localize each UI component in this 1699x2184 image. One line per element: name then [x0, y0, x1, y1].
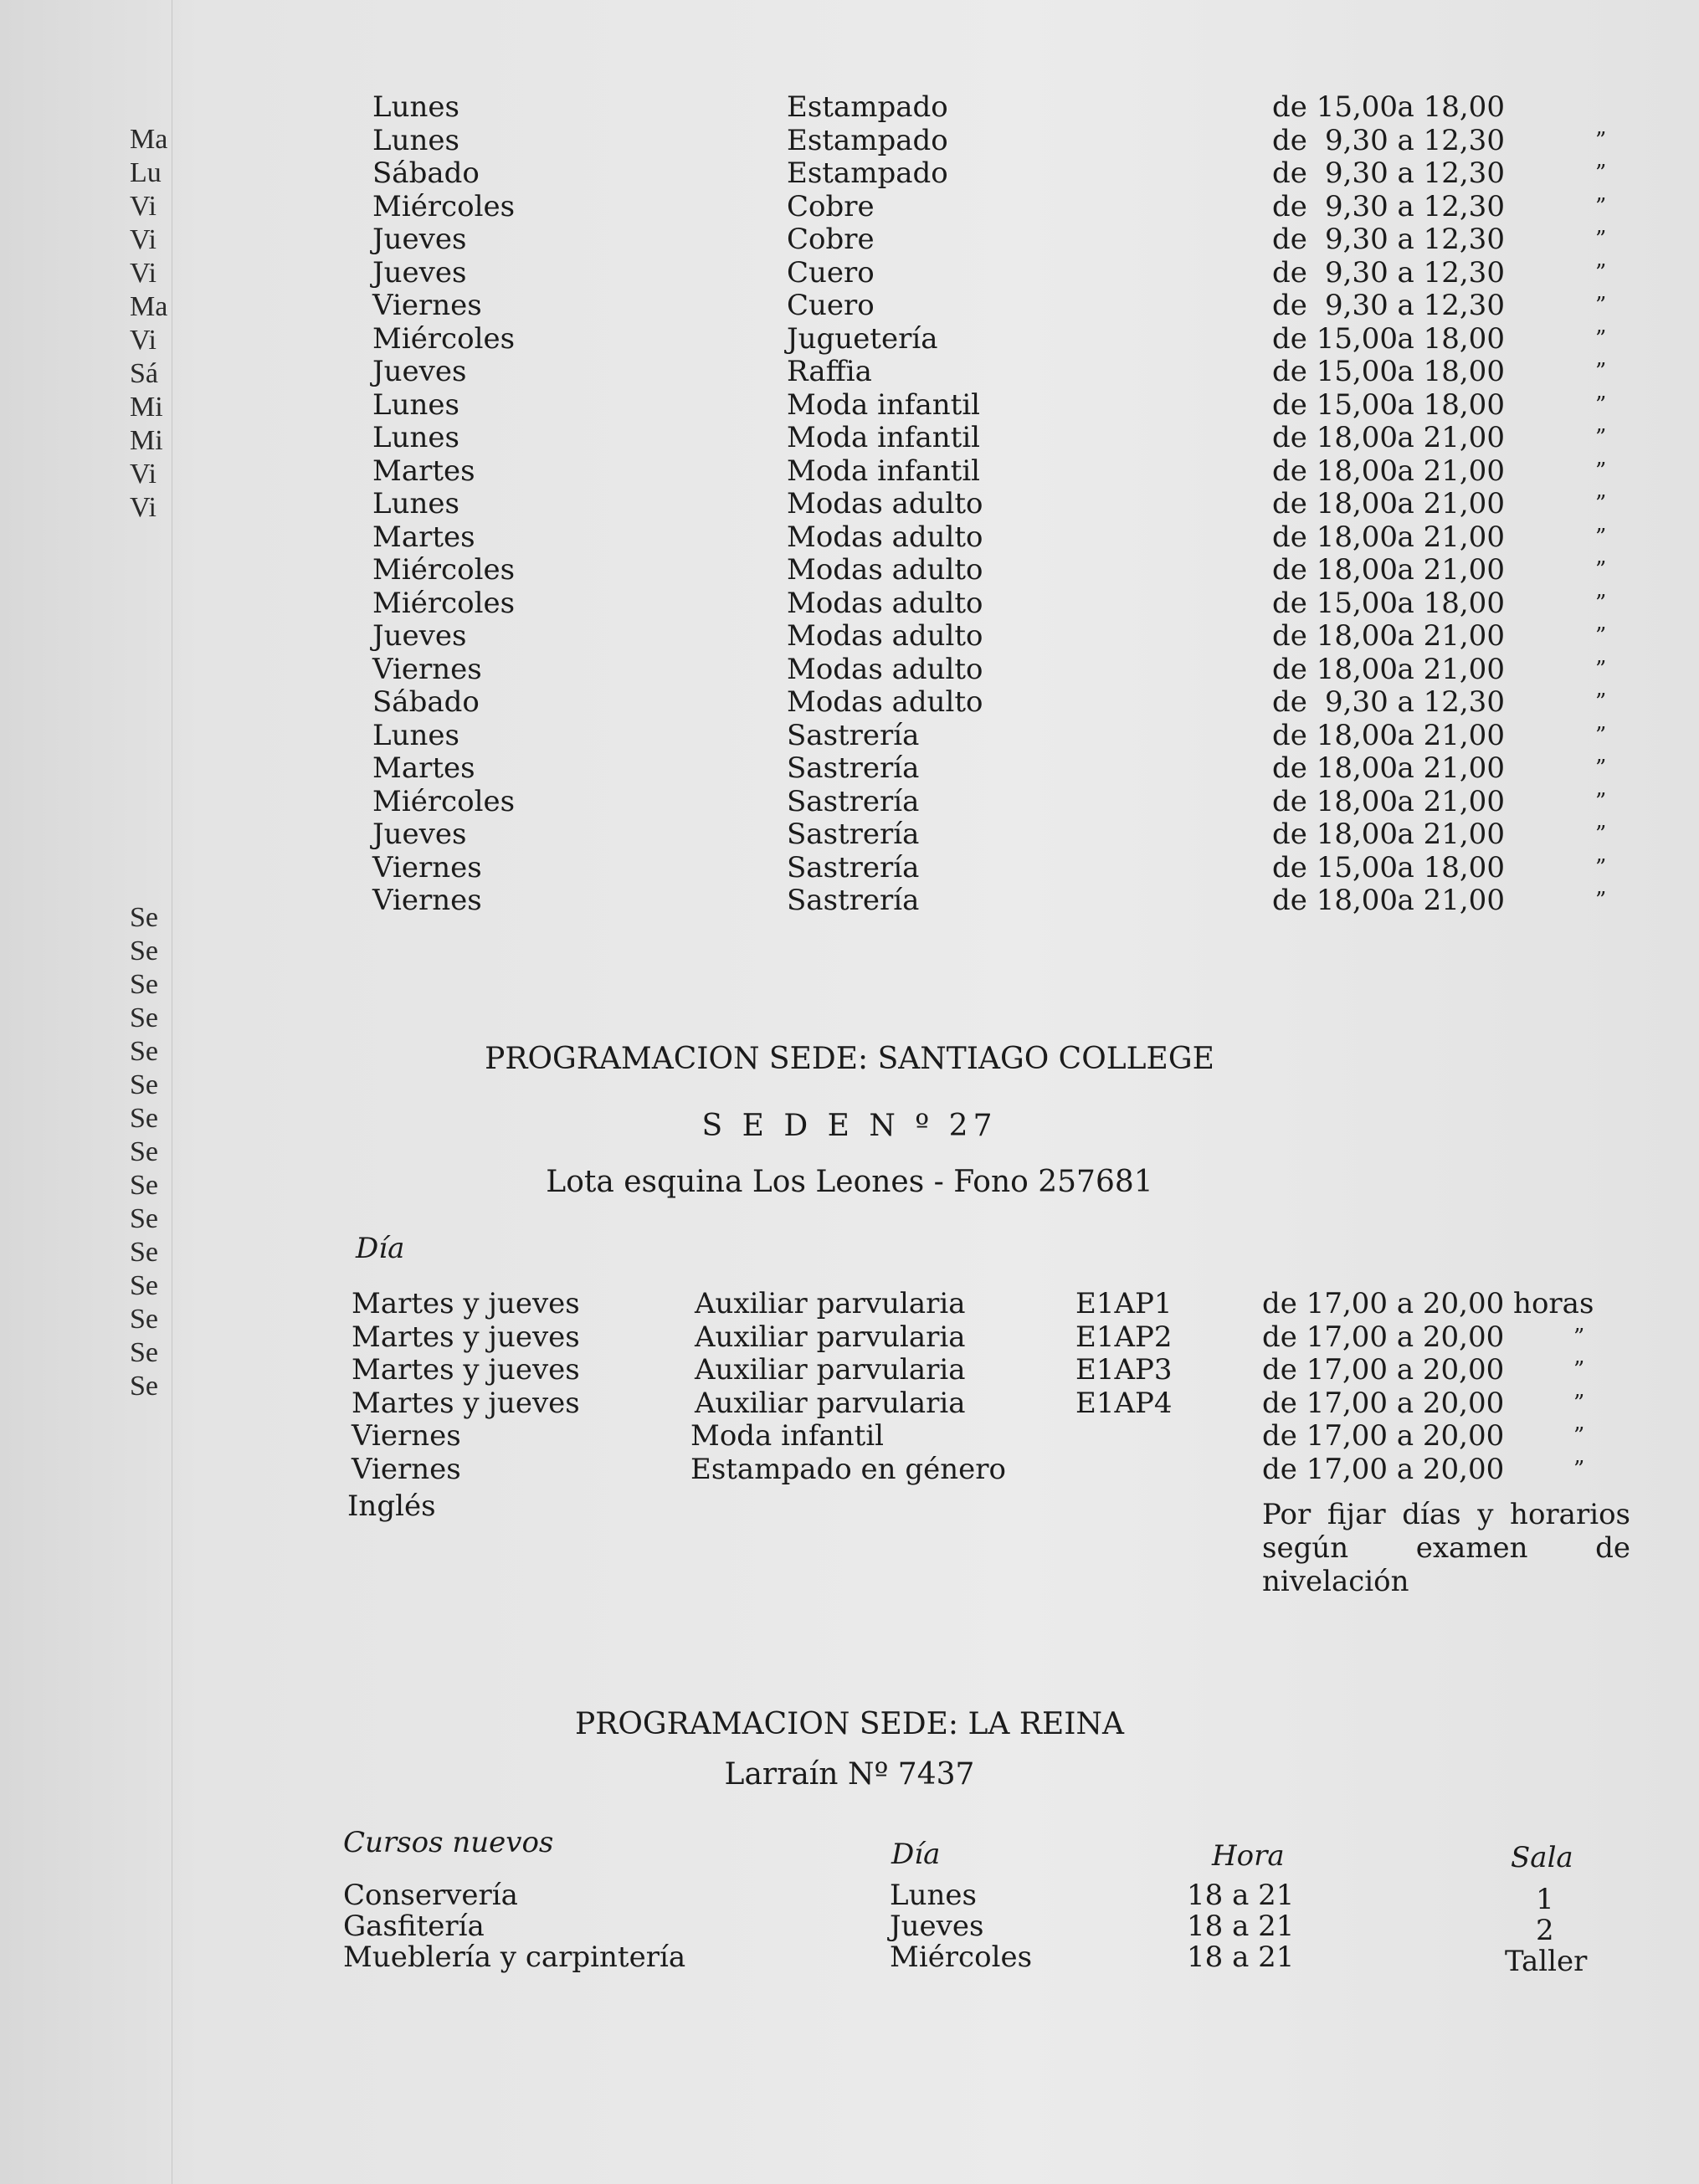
schedule-time: de 9,30 a 12,30	[1272, 685, 1505, 719]
reina-day: Lunes	[890, 1879, 977, 1912]
ditto-mark: ”	[1595, 756, 1607, 781]
margin-fragment: Se	[130, 1304, 158, 1335]
reina-header-sala: Sala	[1511, 1841, 1573, 1874]
margin-fragment: Se	[130, 902, 158, 933]
schedule-day: Jueves	[372, 818, 467, 851]
schedule-course: Moda infantil	[787, 454, 981, 488]
schedule-row	[0, 751, 1699, 785]
schedule-course: Cobre	[787, 223, 875, 256]
margin-fragment: Ma	[130, 291, 168, 322]
schedule-time: de 9,30 a 12,30	[1272, 223, 1505, 256]
reina-course: Mueblería y carpintería	[343, 1940, 686, 1974]
santiago-course: Auxiliar parvularia	[695, 1386, 966, 1420]
reina-course: Gasfitería	[343, 1910, 485, 1943]
schedule-day: Miércoles	[372, 586, 516, 620]
schedule-day: Viernes	[372, 289, 482, 322]
margin-fragment: Se	[130, 936, 158, 966]
schedule-time: de 9,30 a 12,30	[1272, 123, 1505, 157]
ditto-mark: ”	[1595, 161, 1607, 186]
schedule-course: Cobre	[787, 189, 875, 223]
schedule-time: de 18,00 a 21,00	[1272, 652, 1505, 686]
santiago-day: Martes y jueves	[352, 1386, 580, 1420]
ditto-mark: ”	[1595, 788, 1607, 814]
schedule-course: Cuero	[787, 255, 875, 290]
reina-time: 18 a 21	[1187, 1910, 1295, 1943]
schedule-time: de 15,00 a 18,00	[1272, 387, 1505, 422]
reina-course: Conservería	[343, 1879, 518, 1912]
ditto-mark: ”	[1595, 425, 1607, 450]
margin-fragment: Se	[130, 1371, 158, 1402]
schedule-course: Modas adulto	[787, 619, 983, 653]
margin-fragment: Se	[130, 969, 158, 1000]
reina-time: 18 a 21	[1187, 1879, 1295, 1912]
schedule-time: de 9,30 a 12,30	[1272, 156, 1505, 190]
reina-header-hora: Hora	[1212, 1839, 1285, 1873]
schedule-time: de 15,00 a 18,00	[1272, 850, 1505, 884]
santiago-day: Martes y jueves	[352, 1320, 580, 1354]
schedule-time: de 18,00 a 21,00	[1272, 487, 1505, 520]
ditto-mark: ”	[1595, 259, 1607, 285]
schedule-time: de 18,00 a 21,00	[1272, 454, 1505, 488]
schedule-day: Viernes	[372, 850, 482, 884]
schedule-day: Martes	[372, 520, 475, 554]
schedule-course: Sastrería	[787, 884, 920, 917]
ditto-mark: ”	[1573, 1423, 1585, 1448]
ditto-mark: ”	[1595, 557, 1607, 582]
schedule-day: Miércoles	[372, 189, 516, 223]
schedule-time: de 9,30 a 12,30	[1272, 289, 1505, 322]
margin-fragment: Vi	[130, 459, 157, 490]
reina-header-cursos: Cursos nuevos	[343, 1826, 554, 1859]
schedule-row	[0, 685, 1699, 719]
schedule-row	[0, 454, 1699, 488]
schedule-time: de 18,00 a 21,00	[1272, 520, 1505, 554]
schedule-course: Moda infantil	[787, 387, 981, 422]
margin-fragment: Se	[130, 1136, 158, 1167]
margin-fragment: Vi	[130, 191, 157, 222]
reina-room: Taller	[1505, 1945, 1588, 1978]
schedule-day: Jueves	[372, 223, 467, 256]
schedule-course: Estampado	[787, 156, 948, 190]
schedule-row	[0, 322, 1699, 356]
santiago-time: de 17,00 a 20,00	[1262, 1320, 1505, 1354]
reina-room: 1	[1536, 1883, 1554, 1916]
schedule-row	[0, 884, 1699, 917]
schedule-day: Lunes	[372, 90, 459, 124]
schedule-row	[0, 520, 1699, 554]
schedule-day: Sábado	[372, 156, 480, 190]
schedule-row	[0, 388, 1699, 422]
schedule-time: de 15,00 a 18,00	[1272, 321, 1505, 356]
schedule-row	[0, 619, 1699, 653]
ditto-mark: ”	[1595, 491, 1607, 516]
margin-fragment: Mi	[130, 425, 163, 456]
santiago-time: de 17,00 a 20,00	[1262, 1452, 1505, 1486]
schedule-time: de 18,00 a 21,00	[1272, 884, 1505, 917]
schedule-course: Sastrería	[787, 818, 920, 851]
margin-fragment: Vi	[130, 258, 157, 289]
ditto-mark: ”	[1573, 1357, 1585, 1382]
reina-time: 18 a 21	[1187, 1940, 1295, 1974]
santiago-day: Martes y jueves	[352, 1287, 580, 1320]
margin-fragment: Vi	[130, 492, 157, 523]
schedule-course: Estampado	[787, 123, 948, 157]
santiago-title: PROGRAMACION SEDE: SANTIAGO COLLEGE	[485, 1042, 1214, 1076]
schedule-day: Martes	[372, 751, 475, 785]
reina-day: Miércoles	[890, 1940, 1033, 1974]
margin-fragment: Lu	[130, 157, 162, 188]
margin-fragment: Se	[130, 1069, 158, 1100]
schedule-course: Raffia	[787, 355, 872, 388]
schedule-time: de 18,00 a 21,00	[1272, 718, 1505, 752]
schedule-row	[0, 90, 1699, 124]
schedule-course: Moda infantil	[787, 421, 981, 454]
ditto-mark: ”	[1595, 293, 1607, 318]
margin-fragment: Se	[130, 1036, 158, 1067]
schedule-course: Modas adulto	[787, 553, 983, 587]
ditto-mark: ”	[1595, 326, 1607, 351]
ditto-mark: ”	[1595, 623, 1607, 649]
schedule-time: de 18,00 a 21,00	[1272, 553, 1505, 587]
santiago-ingles-note: Por fijar días y horarios según examen de nivelación	[1262, 1498, 1630, 1598]
santiago-day: Martes y jueves	[352, 1353, 580, 1387]
schedule-day: Martes	[372, 454, 475, 488]
schedule-time: de 15,00 a 18,00	[1272, 586, 1505, 620]
margin-fragment: Se	[130, 1170, 158, 1201]
schedule-time: de 15,00 a 18,00	[1272, 90, 1505, 124]
ditto-mark: ”	[1595, 359, 1607, 384]
santiago-course: Auxiliar parvularia	[695, 1320, 966, 1354]
ditto-mark: ”	[1595, 690, 1607, 715]
schedule-row	[0, 421, 1699, 454]
santiago-sede-number: S E D E N º 27	[701, 1109, 998, 1143]
margin-fragment: Se	[130, 1337, 158, 1368]
schedule-day: Jueves	[372, 619, 467, 653]
reina-header-dia: Día	[891, 1838, 941, 1871]
ditto-mark: ”	[1573, 1390, 1585, 1416]
santiago-course: Moda infantil	[690, 1419, 885, 1453]
margin-fragment: Se	[130, 1103, 158, 1134]
schedule-row	[0, 785, 1699, 818]
schedule-day: Lunes	[372, 387, 459, 422]
schedule-course: Sastrería	[787, 751, 920, 785]
schedule-course: Modas adulto	[787, 520, 983, 554]
schedule-time: de 18,00 a 21,00	[1272, 751, 1505, 785]
ditto-mark: ”	[1595, 127, 1607, 153]
santiago-course: Estampado en género	[690, 1452, 1006, 1486]
schedule-day: Sábado	[372, 685, 480, 719]
santiago-time: de 17,00 a 20,00	[1262, 1353, 1505, 1387]
santiago-course: Auxiliar parvularia	[695, 1353, 966, 1387]
santiago-time: de 17,00 a 20,00	[1262, 1386, 1505, 1420]
margin-fragment: Se	[130, 1237, 158, 1268]
ditto-mark: ”	[1595, 888, 1607, 913]
schedule-course: Modas adulto	[787, 586, 983, 620]
margin-fragment: Se	[130, 1203, 158, 1234]
ditto-mark: ”	[1595, 458, 1607, 484]
schedule-row	[0, 156, 1699, 190]
reina-room: 2	[1536, 1914, 1554, 1947]
schedule-course: Sastrería	[787, 718, 920, 752]
schedule-row	[0, 719, 1699, 752]
ditto-mark: ”	[1595, 590, 1607, 616]
ditto-mark: ”	[1573, 1456, 1585, 1482]
santiago-dia-header: Día	[356, 1232, 405, 1265]
schedule-course: Juguetería	[787, 321, 938, 356]
margin-fragment: Se	[130, 1002, 158, 1033]
schedule-row	[0, 355, 1699, 388]
reina-day: Jueves	[890, 1910, 984, 1943]
santiago-address: Lota esquina Los Leones - Fono 257681	[546, 1165, 1153, 1199]
schedule-row	[0, 487, 1699, 520]
schedule-row	[0, 223, 1699, 256]
ditto-mark: ”	[1595, 854, 1607, 880]
schedule-course: Modas adulto	[787, 487, 983, 520]
schedule-day: Jueves	[372, 255, 467, 290]
schedule-row	[0, 124, 1699, 157]
schedule-row	[0, 851, 1699, 884]
schedule-course: Sastrería	[787, 850, 920, 884]
santiago-ingles: Inglés	[347, 1489, 436, 1523]
schedule-row	[0, 190, 1699, 223]
santiago-code: E1AP1	[1075, 1287, 1173, 1320]
schedule-time: de 18,00 a 21,00	[1272, 784, 1505, 818]
schedule-day: Miércoles	[372, 553, 516, 587]
ditto-mark: ”	[1595, 656, 1607, 682]
santiago-time: de 17,00 a 20,00 horas	[1262, 1287, 1594, 1320]
santiago-time: de 17,00 a 20,00	[1262, 1419, 1505, 1453]
schedule-course: Modas adulto	[787, 652, 983, 686]
margin-fragment: Ma	[130, 124, 168, 155]
schedule-course: Modas adulto	[787, 685, 983, 719]
margin-fragment: Se	[130, 1270, 158, 1301]
ditto-mark: ”	[1595, 722, 1607, 748]
santiago-code: E1AP2	[1075, 1320, 1173, 1354]
schedule-time: de 18,00 a 21,00	[1272, 619, 1505, 653]
reina-title: PROGRAMACION SEDE: LA REINA	[575, 1707, 1124, 1741]
schedule-time: de 18,00 a 21,00	[1272, 421, 1505, 454]
schedule-row	[0, 587, 1699, 620]
margin-fragment: Vi	[130, 224, 157, 255]
schedule-time: de 15,00 a 18,00	[1272, 355, 1505, 388]
ditto-mark: ”	[1595, 392, 1607, 418]
santiago-course: Auxiliar parvularia	[695, 1287, 966, 1320]
schedule-time: de 9,30 a 12,30	[1272, 189, 1505, 223]
schedule-day: Lunes	[372, 718, 459, 752]
schedule-day: Jueves	[372, 355, 467, 388]
santiago-day: Viernes	[352, 1452, 461, 1486]
schedule-row	[0, 553, 1699, 587]
schedule-day: Lunes	[372, 123, 459, 157]
schedule-day: Lunes	[372, 487, 459, 520]
margin-fragment: Sá	[130, 358, 158, 389]
schedule-course: Cuero	[787, 289, 875, 322]
schedule-row	[0, 818, 1699, 851]
margin-fragment: Mi	[130, 392, 163, 423]
reina-address: Larraín Nº 7437	[724, 1757, 975, 1792]
santiago-day: Viernes	[352, 1419, 461, 1453]
schedule-course: Sastrería	[787, 784, 920, 818]
schedule-day: Viernes	[372, 884, 482, 917]
schedule-day: Miércoles	[372, 321, 516, 356]
schedule-day: Lunes	[372, 421, 459, 454]
schedule-course: Estampado	[787, 90, 948, 124]
schedule-row	[0, 653, 1699, 686]
schedule-time: de 9,30 a 12,30	[1272, 255, 1505, 290]
ditto-mark: ”	[1595, 524, 1607, 550]
santiago-code: E1AP3	[1075, 1353, 1173, 1387]
schedule-time: de 18,00 a 21,00	[1272, 818, 1505, 851]
ditto-mark: ”	[1595, 227, 1607, 252]
margin-fragment: Vi	[130, 325, 157, 356]
santiago-code: E1AP4	[1075, 1386, 1173, 1420]
ditto-mark: ”	[1573, 1324, 1585, 1350]
ditto-mark: ”	[1595, 193, 1607, 219]
ditto-mark: ”	[1595, 822, 1607, 847]
schedule-row	[0, 289, 1699, 322]
schedule-day: Viernes	[372, 652, 482, 686]
schedule-row	[0, 256, 1699, 290]
schedule-day: Miércoles	[372, 784, 516, 818]
